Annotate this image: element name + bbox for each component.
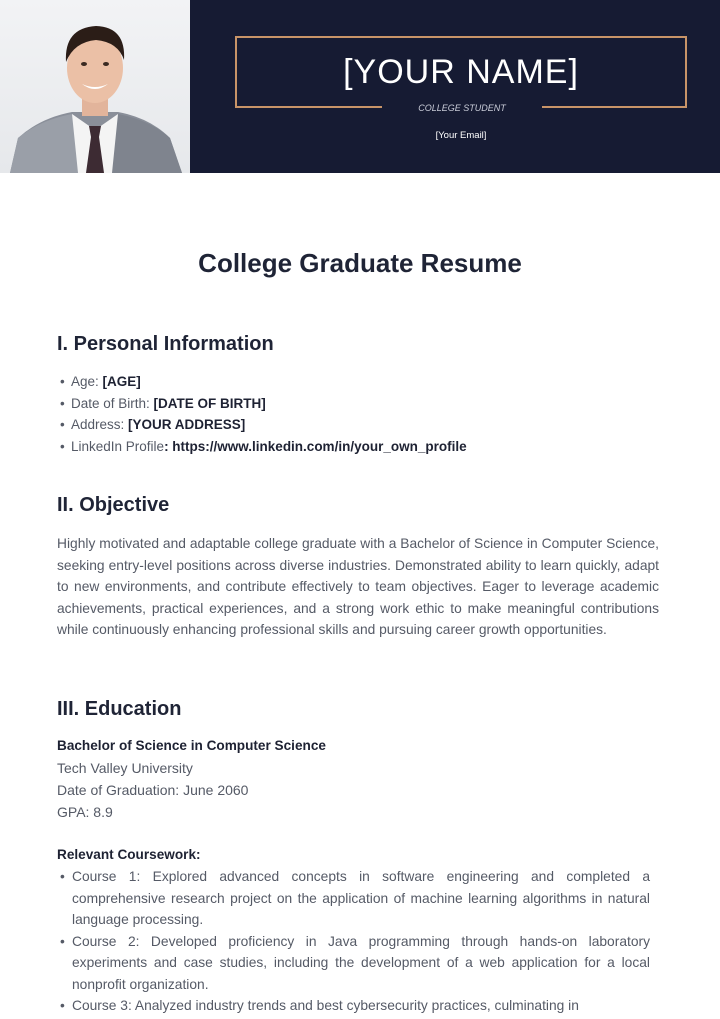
coursework-label: Relevant Coursework: <box>57 847 201 862</box>
graduation-date: Date of Graduation: June 2060 <box>57 782 249 798</box>
bullet-dot-icon: • <box>60 374 65 389</box>
degree-title: Bachelor of Science in Computer Science <box>57 738 326 753</box>
document-title: College Graduate Resume <box>198 248 522 278</box>
candidate-role: COLLEGE STUDENT <box>382 101 542 115</box>
resume-header <box>0 0 720 173</box>
bullet-dot-icon: • <box>60 395 65 411</box>
bullet-dot-icon: • <box>60 869 65 884</box>
bullet-dot-icon: • <box>60 998 65 1013</box>
personal-info-list <box>60 371 467 457</box>
objective-text: Highly motivated and adaptable college graduate with a Bachelor of Science in Computer Science, seeking entry-level positions across diverse industries. Demonstrated ability to learn quickly, adapt to new environments, and contribute effectively to team objectives. Eager to leverage academic achievements, practical experiences, and a strong work ethic to make meaningful contributions while continuously enhancing professional skills and pursuing career growth opportunities. <box>57 536 659 638</box>
list-item: • Course 3: Analyzed industry trends and best cybersecurity practices, culminating in <box>60 995 650 1017</box>
personal-info-heading: I. Personal Information <box>57 333 274 355</box>
objective-heading: II. Objective <box>57 494 170 516</box>
gpa-value: GPA: 8.9 <box>57 804 113 820</box>
name-frame <box>235 36 687 108</box>
university-name: Tech Valley University <box>57 760 193 776</box>
profile-photo <box>0 0 190 173</box>
education-heading: III. Education <box>57 698 182 720</box>
list-item: • LinkedIn Profile: https://www.linkedin.com/in/your_own_profile <box>60 436 467 458</box>
list-item: • Date of Birth: [DATE OF BIRTH] <box>60 393 467 415</box>
profile-photo-illustration <box>0 0 190 173</box>
list-item: • Address: [YOUR ADDRESS] <box>60 414 467 436</box>
bullet-dot-icon: • <box>60 417 65 432</box>
list-item: • Course 2: Developed proficiency in Java programming through hands-on laboratory experiments and case studies, including the development of a web application for a local nonprofit organization. <box>60 931 650 996</box>
list-item: • Course 1: Explored advanced concepts in software engineering and completed a comprehensive research project on the application of machine learning algorithms in natural language processing. <box>60 866 650 931</box>
bullet-dot-icon: • <box>60 438 65 454</box>
bullet-dot-icon: • <box>60 933 65 949</box>
list-item: • Age: [AGE] <box>60 371 467 393</box>
candidate-name: [YOUR NAME] <box>343 53 579 91</box>
candidate-email: [Your Email] <box>435 130 487 141</box>
coursework-list <box>60 866 650 1017</box>
